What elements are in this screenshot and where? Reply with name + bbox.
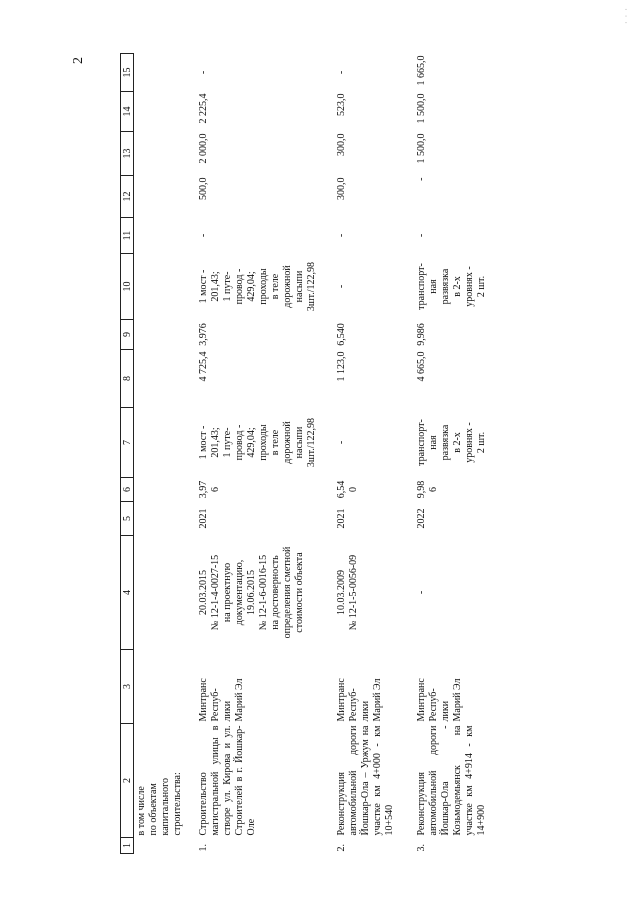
column-number: 13	[121, 132, 134, 176]
subheader-row	[134, 54, 197, 854]
column-number: 9	[121, 320, 134, 350]
table-row	[334, 54, 414, 854]
length-km-2: 6,540	[336, 323, 347, 346]
col-13-value: 1 500,0	[416, 133, 427, 164]
col-15-value: -	[336, 70, 347, 75]
length-km: 6,540	[336, 480, 359, 499]
length-km-2: 9,986	[416, 323, 427, 346]
customer: Минтранс Респуб- лики Марий Эл	[336, 678, 383, 722]
column-number: 1	[121, 838, 134, 854]
col-14-value: 523,0	[336, 93, 347, 116]
table-row	[414, 54, 492, 854]
column-number: 2	[121, 724, 134, 838]
length-km-2: 3,976	[198, 323, 209, 346]
year: 2022	[416, 508, 427, 529]
row-number: 2.	[336, 844, 347, 852]
column-number: 14	[121, 92, 134, 132]
column-number: 7	[121, 408, 134, 478]
table-row	[196, 54, 334, 854]
row-number: 1.	[198, 844, 209, 852]
column-number: 11	[121, 218, 134, 254]
row-number: 3.	[416, 844, 427, 852]
column-number: 5	[121, 502, 134, 536]
col-14-value: 2 225,4	[198, 93, 209, 124]
structures-2: -	[336, 284, 347, 289]
col-15-value: -	[198, 70, 209, 75]
col-13-value: 2 000,0	[198, 133, 209, 164]
customer: Минтранс Респуб- лики Марий Эл	[416, 678, 463, 722]
column-number: 10	[121, 254, 134, 320]
col-11-value: -	[336, 233, 347, 238]
cost: 1 123,0	[336, 351, 347, 382]
structures: 1 мост - 201,43; 1 путе- провод - 429,04; проходы в теле дорожной насыпи 3шт./122,98	[198, 417, 317, 468]
column-number: 3	[121, 650, 134, 724]
column-number-row	[121, 54, 134, 854]
column-number: 8	[121, 350, 134, 408]
column-number: 15	[121, 54, 134, 92]
col-14-value: 1 500,0	[416, 93, 427, 124]
cost: 4 725,4	[198, 351, 209, 382]
col-12-value: 300,0	[336, 177, 347, 200]
approval-docs: 20.03.2015 № 12-1-4-0027-15 на проектную документацию, 19.06.2015 № 12-1-6-0016-15 на достоверность определения сметной стоимости объекта	[198, 546, 305, 639]
year: 2021	[336, 508, 347, 529]
year: 2021	[198, 508, 209, 529]
column-number: 6	[121, 478, 134, 502]
structures: -	[336, 440, 347, 445]
col-11-value: -	[416, 233, 427, 238]
structures-2: 1 мост - 201,43; 1 путе- провод - 429,04; проходы в теле дорожной насыпи 3шт./122,98	[198, 261, 317, 312]
cost: 4 665,0	[416, 351, 427, 382]
col-11-value: -	[198, 233, 209, 238]
approval-docs: 10.03.2009 № 12-1-5-0056-09	[336, 554, 359, 631]
col-15-value: 1 665,0	[416, 55, 427, 86]
customer: Минтранс Респуб- лики Марий Эл	[198, 678, 245, 722]
approval-docs: -	[416, 590, 427, 595]
subheader-label: в том числе по объектам капитального строительства:	[136, 772, 183, 836]
length-km: 3,976	[198, 480, 221, 499]
column-number: 4	[121, 536, 134, 650]
column-number: 12	[121, 176, 134, 218]
structures-2: транспорт- ная развязка в 2-х уровнях - 2 шт.	[416, 263, 487, 310]
col-13-value: 300,0	[336, 133, 347, 156]
length-km: 9,986	[416, 480, 439, 499]
col-12-value: -	[416, 177, 427, 181]
scan-mark: · · ·	[622, 7, 631, 24]
object-name: Реконструкция автомобильной дороги Йошкар-Ола – Уржум на участке км 4+000 - км 10+540	[336, 725, 395, 836]
structures: транспорт- ная развязка в 2-х уровнях - 2 шт.	[416, 419, 487, 466]
object-name: Реконструкция автомобильной дороги Йошкар-Ола - Козьмодемьянск на участке км 4+914 - км 14+900	[416, 725, 487, 836]
data-table	[120, 53, 492, 854]
page-number: 2	[71, 57, 86, 64]
object-name: Строительство магистральной улицы в створе ул. Кирова и ул. Строителей в г. Йошкар-Оле	[198, 725, 257, 836]
col-12-value: 500,0	[198, 177, 209, 200]
